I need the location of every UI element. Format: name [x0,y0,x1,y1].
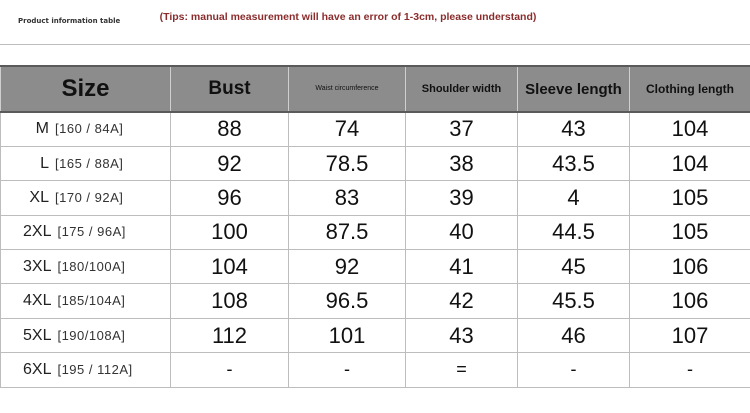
column-header-length: Clothing length [630,66,750,112]
sleeve-value: - [518,353,630,387]
column-header-sleeve: Sleeve length [518,66,630,112]
measurement-tips: (Tips: manual measurement will have an error of 1-3cm, please understand) [159,11,537,23]
size-measurement: [160 / 84A] [55,121,124,137]
table-row [1,284,750,318]
table-row [1,353,750,387]
size-measurement: [165 / 88A] [55,155,124,171]
sleeve-value: 44.5 [518,215,630,249]
shoulder-value: 43 [406,318,518,352]
column-header-shoulder: Shoulder width [406,66,518,112]
size-measurement: [190/108A] [57,327,126,343]
size-cell [1,181,171,215]
shoulder-value: = [406,353,518,387]
size-label: L [40,154,49,172]
waist-value: 101 [289,318,406,352]
shoulder-value: 38 [406,146,518,180]
column-header-waist: Waist circumference [289,66,406,112]
bust-value: 88 [171,112,289,146]
column-header-size: Size [1,66,171,112]
size-cell [1,318,171,352]
waist-value: - [289,353,406,387]
size-cell [1,250,171,284]
bust-value: 96 [171,181,289,215]
sleeve-value: 45.5 [518,284,630,318]
waist-value: 96.5 [289,284,406,318]
table-header-row [1,66,750,112]
size-measurement: [195 / 112A] [57,361,133,377]
size-cell [1,215,171,249]
size-cell [1,112,171,146]
size-label: XL [29,188,49,206]
info-header [0,0,750,46]
bust-value: 104 [171,250,289,284]
waist-value: 83 [289,181,406,215]
length-value: - [630,353,750,387]
length-value: 106 [630,284,750,318]
size-cell [1,146,171,180]
size-measurement: [170 / 92A] [55,189,124,205]
size-measurement: [180/100A] [57,258,126,274]
shoulder-value: 42 [406,284,518,318]
sleeve-value: 43.5 [518,146,630,180]
table-body [1,112,750,387]
sleeve-value: 45 [518,250,630,284]
waist-value: 87.5 [289,215,406,249]
size-label: 5XL [23,326,52,344]
shoulder-value: 40 [406,215,518,249]
length-value: 107 [630,318,750,352]
header-divider [0,44,750,45]
sleeve-value: 43 [518,112,630,146]
size-label: M [35,120,49,138]
size-measurement: [185/104A] [57,293,126,309]
bust-value: 100 [171,215,289,249]
waist-value: 92 [289,250,406,284]
shoulder-value: 37 [406,112,518,146]
table-row [1,112,750,146]
bust-value: 108 [171,284,289,318]
size-measurement: [175 / 96A] [57,224,126,240]
size-label: 3XL [23,257,52,275]
length-value: 105 [630,215,750,249]
table-row [1,181,750,215]
size-label: 6XL [23,360,52,378]
size-label: 4XL [23,292,52,310]
size-chart-table [0,65,750,388]
length-value: 104 [630,112,750,146]
shoulder-value: 41 [406,250,518,284]
product-info-label: Product information table [18,17,121,25]
length-value: 105 [630,181,750,215]
bust-value: 112 [171,318,289,352]
sleeve-value: 46 [518,318,630,352]
sleeve-value: 4 [518,181,630,215]
size-label: 2XL [23,223,52,241]
length-value: 104 [630,146,750,180]
table-row [1,215,750,249]
bust-value: - [171,353,289,387]
size-cell [1,353,171,387]
shoulder-value: 39 [406,181,518,215]
table-row [1,146,750,180]
waist-value: 78.5 [289,146,406,180]
waist-value: 74 [289,112,406,146]
length-value: 106 [630,250,750,284]
bust-value: 92 [171,146,289,180]
column-header-bust: Bust [171,66,289,112]
size-cell [1,284,171,318]
table-row [1,318,750,352]
table-row [1,250,750,284]
